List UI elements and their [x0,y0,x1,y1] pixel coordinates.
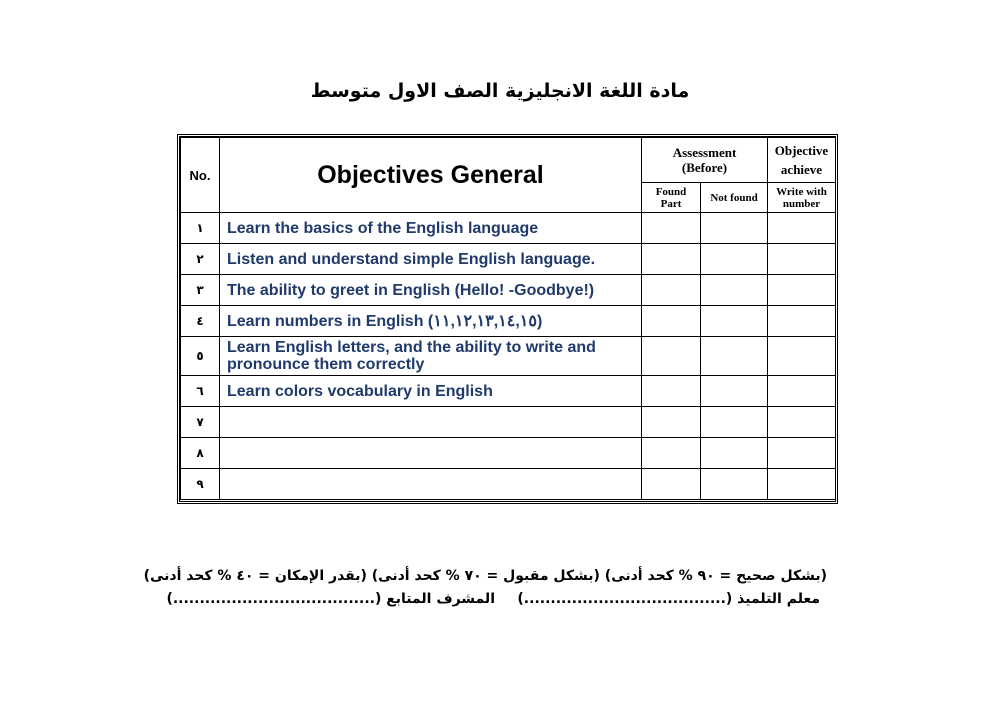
not-found-cell [701,306,768,337]
header-objectives: Objectives General [220,138,642,213]
page-title: مادة اللغة الانجليزية الصف الاول متوسط [310,80,690,102]
found-part-cell [642,306,701,337]
row-number: ٣ [181,275,220,306]
objectives-table [180,137,836,500]
achieve-cell [768,244,836,275]
table-row [181,244,836,275]
found-label: Found [655,185,687,198]
not-found-cell [701,244,768,275]
table-row [181,469,836,500]
found-part-cell [642,337,701,376]
row-objective: The ability to greet in English (Hello! -Goodbye!) [220,275,642,306]
row-number: ٩ [181,469,220,500]
achieve-label: achieve [780,162,823,177]
header-found-part [642,183,701,213]
write-with-label: Write with [776,185,827,198]
not-found-cell [701,376,768,407]
table-row [181,306,836,337]
achieve-cell [768,469,836,500]
found-part-cell [642,244,701,275]
grading-scale: (بشكل صحيح = ٩٠ % كحد أدنى) (بشكل مقبول = ٧٠ % كحد أدنى) (بقدر الإمكان = ٤٠ % كحد أدنى) [143,568,827,584]
row-objective: Learn numbers in English (١١,١٢,١٣,١٤,١٥) [220,306,642,337]
header-not-found: Not found [701,183,768,213]
not-found-cell [701,337,768,376]
achieve-cell [768,275,836,306]
found-part-cell [642,275,701,306]
row-number: ٢ [181,244,220,275]
table-row [181,438,836,469]
found-part-cell [642,407,701,438]
table-row [181,337,836,376]
achieve-cell [768,337,836,376]
row-objective: Learn the basics of the English language [220,213,642,244]
achieve-cell [768,376,836,407]
header-objective-achieve [768,138,836,183]
found-part-cell [642,469,701,500]
row-number: ٥ [181,337,220,376]
row-objective: Listen and understand simple English language. [220,244,642,275]
number-label: number [782,197,821,210]
header-write-with-number [768,183,836,213]
assessment-sub-label: (Before) [681,160,728,175]
row-number: ٤ [181,306,220,337]
row-objective: Learn colors vocabulary in English [220,376,642,407]
not-found-cell [701,438,768,469]
row-objective [220,438,642,469]
achieve-cell [768,213,836,244]
row-objective: Learn English letters, and the ability to write and pronounce them correctly [220,337,642,376]
row-number: ٦ [181,376,220,407]
row-objective [220,469,642,500]
row-number: ٧ [181,407,220,438]
table-row [181,376,836,407]
table-row [181,275,836,306]
row-number: ١ [181,213,220,244]
row-number: ٨ [181,438,220,469]
supervisor-signature: المشرف المتابع (......................................) [166,591,495,607]
achieve-cell [768,407,836,438]
assessment-label: Assessment [672,145,737,160]
teacher-signature: معلم التلميذ (......................................) [517,591,820,607]
objective-label: Objective [774,143,829,158]
not-found-cell [701,469,768,500]
row-objective [220,407,642,438]
not-found-cell [701,407,768,438]
not-found-cell [701,275,768,306]
header-assessment [642,138,768,183]
found-part-cell [642,376,701,407]
part-label: Part [660,197,682,210]
table-row [181,213,836,244]
found-part-cell [642,213,701,244]
not-found-cell [701,213,768,244]
table-row [181,407,836,438]
header-no: No. [181,138,220,213]
achieve-cell [768,306,836,337]
found-part-cell [642,438,701,469]
achieve-cell [768,438,836,469]
